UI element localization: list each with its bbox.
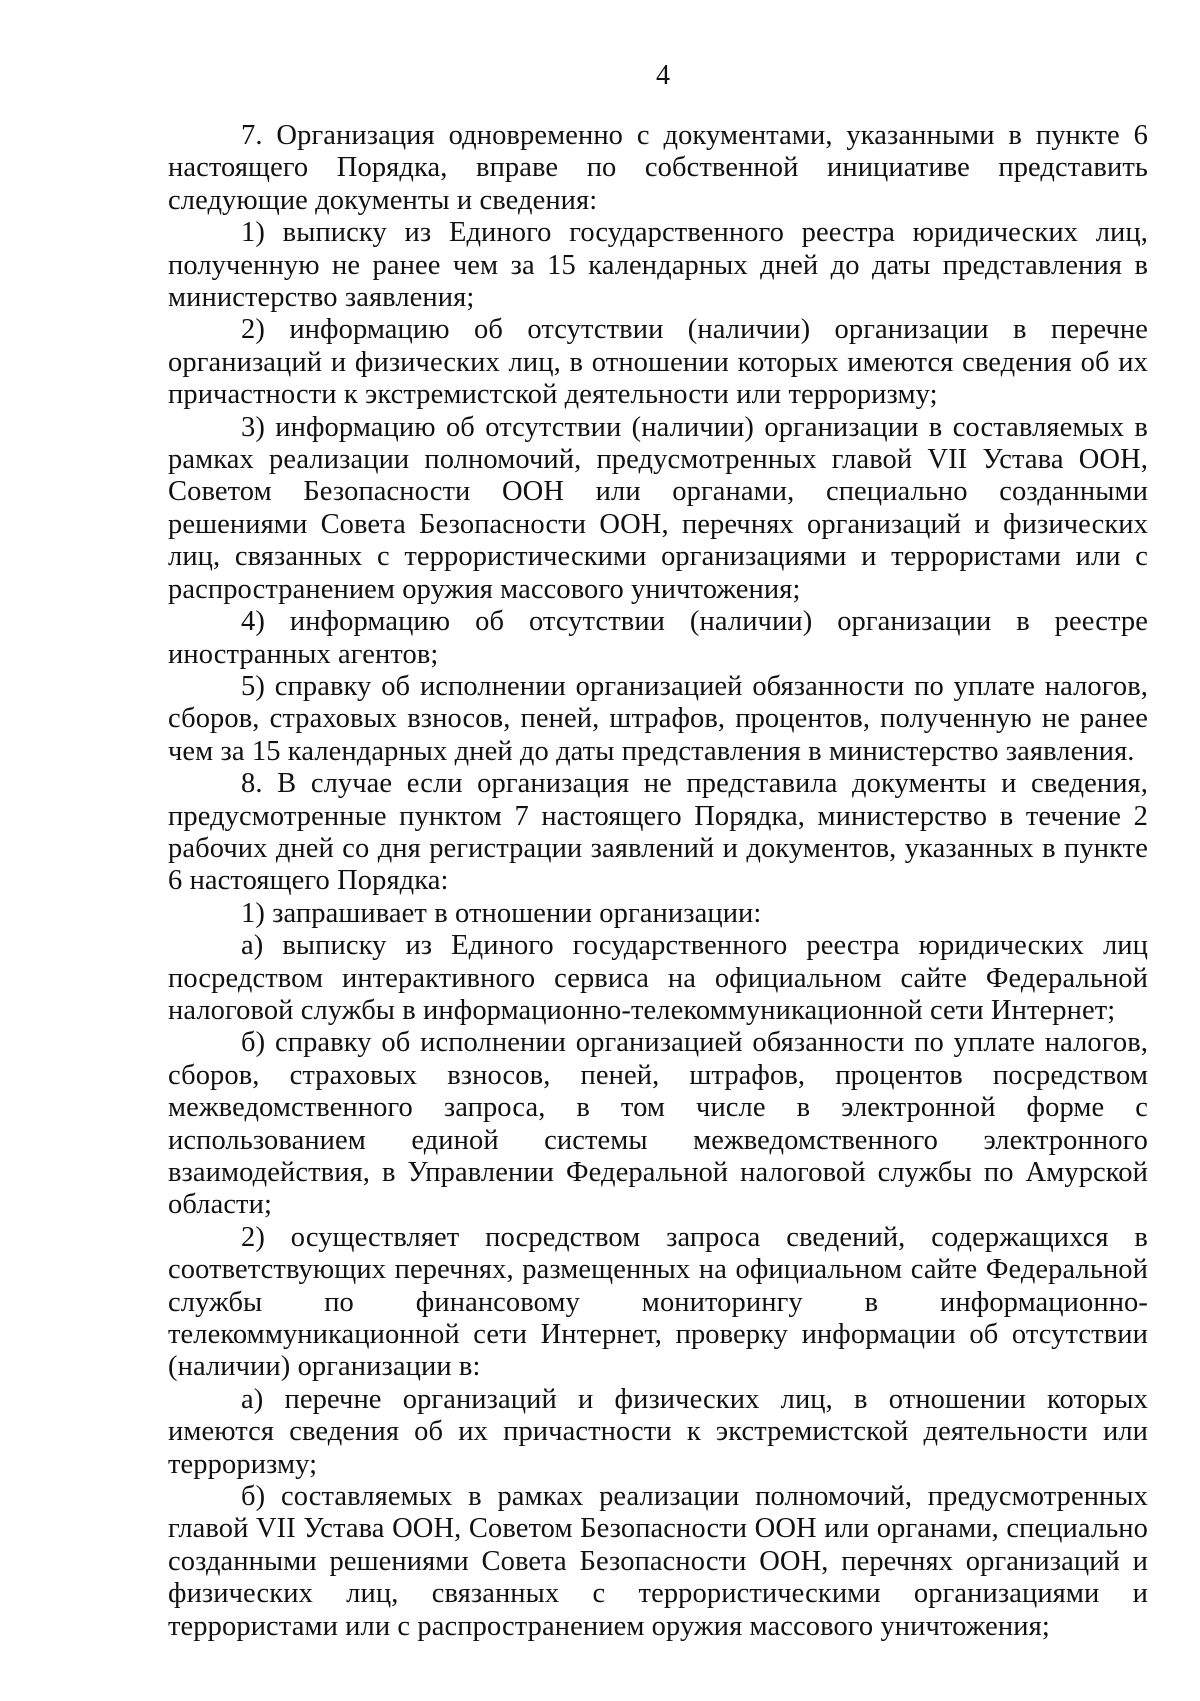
paragraph-8-item-2: 2) осуществляет посредством запроса сведений, содержащихся в соответствующих перечнях, размещенных на официальном сайте Федеральной службы по финансовому мониторингу в информационно-телекоммуникационной сети Интернет, проверку информации об отсутствии (наличии) организации в: xyxy=(168,1221,1148,1383)
document-page xyxy=(168,60,1148,1643)
paragraph-7-item-1: 1) выписку из Единого государственного реестра юридических лиц, полученную не ранее чем за 15 календарных дней до даты представления в министерство заявления; xyxy=(168,217,1148,314)
paragraph-8-item-1-a: а) выписку из Единого государственного реестра юридических лиц посредством интерактивного сервиса на официальном сайте Федеральной налоговой службы в информационно-телекоммуникационной сети Интернет; xyxy=(168,930,1148,1026)
page-number: 4 xyxy=(656,60,670,91)
paragraph-8: 8. В случае если организация не представила документы и сведения, предусмотренные пунктом 7 настоящего Порядка, министерство в течение 2 рабочих дней со дня регистрации заявлений и документов, указанных в пункте 6 настоящего Порядка: xyxy=(168,768,1148,897)
paragraph-7-item-2: 2) информацию об отсутствии (наличии) организации в перечне организаций и физических лиц, в отношении которых имеются сведения об их причастности к экстремистской деятельности или терроризму; xyxy=(168,314,1148,411)
paragraph-8-item-1: 1) запрашивает в отношении организации: xyxy=(241,897,762,929)
paragraph-8-item-2-a: а) перечне организаций и физических лиц, в отношении которых имеются сведения об их причастности к экстремистской деятельности или терроризму; xyxy=(168,1383,1148,1480)
paragraph-8-item-1-b: б) справку об исполнении организацией обязанности по уплате налогов, сборов, страховых взносов, пеней, штрафов, процентов посредством межведомственного запроса, в том числе в электронной форме с использованием единой системы межведомственного электронного взаимодействия, в Управлении Федеральной налоговой службы по Амурской области; xyxy=(168,1027,1148,1221)
paragraph-7-item-5: 5) справку об исполнении организацией обязанности по уплате налогов, сборов, страховых взносов, пеней, штрафов, процентов, полученную не ранее чем за 15 календарных дней до даты представления в министерство заявления. xyxy=(168,670,1148,767)
paragraph-7-item-3: 3) информацию об отсутствии (наличии) организации в составляемых в рамках реализации полномочий, предусмотренных главой VII Устава ООН, Советом Безопасности ООН или органами, специально созданными решениями Совета Безопасности ООН, перечнях организаций и физических лиц, связанных с террористическими организациями и террористами или с распространением оружия массового уничтожения; xyxy=(168,411,1148,605)
paragraph-7: 7. Организация одновременно с документами, указанными в пункте 6 настоящего Порядка, вправе по собственной инициативе представить следующие документы и сведения: xyxy=(168,120,1148,216)
paragraph-8-item-2-b: б) составляемых в рамках реализации полномочий, предусмотренных главой VII Устава ООН, Советом Безопасности ООН или органами, специально созданными решениями Совета Безопасности ООН, перечнях организаций и физических лиц, связанных с террористическими организациями и террористами или с распространением оружия массового уничтожения; xyxy=(168,1481,1148,1642)
paragraph-7-item-4: 4) информацию об отсутствии (наличии) организации в реестре иностранных агентов; xyxy=(168,606,1148,670)
